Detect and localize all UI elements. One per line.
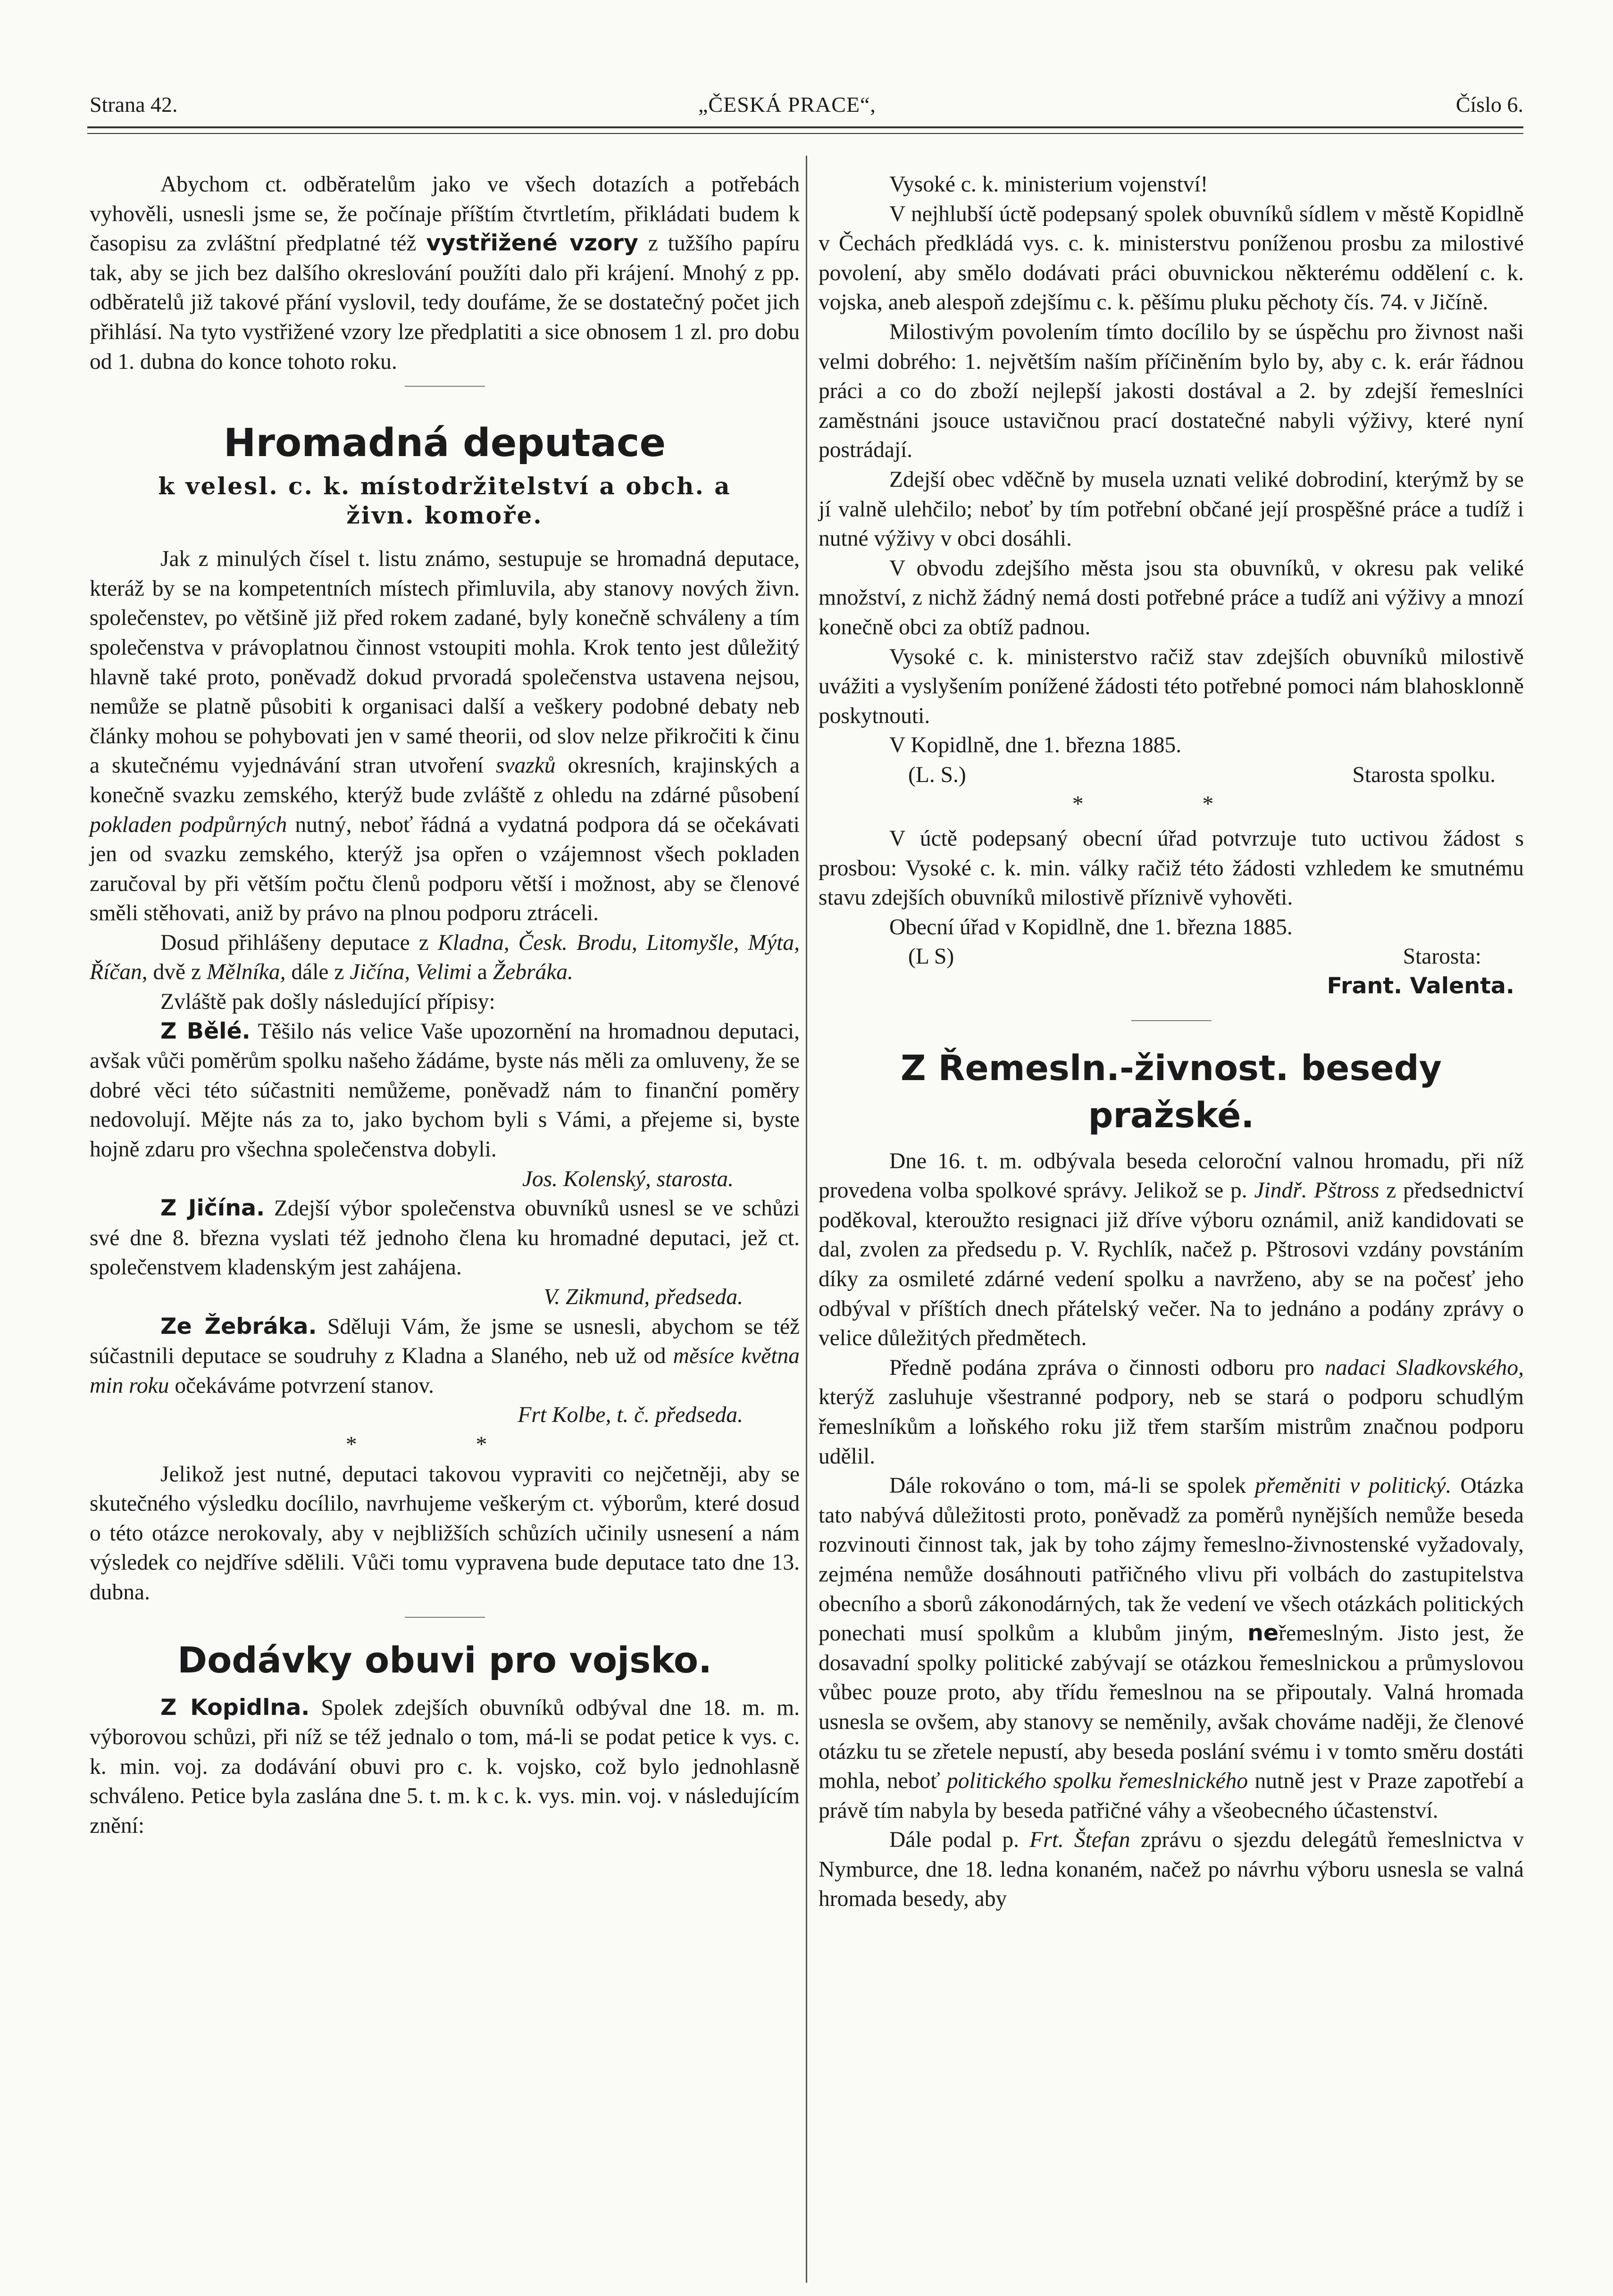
- deputace-subheading-2: živn. komoře.: [346, 501, 543, 530]
- kopidlno-paragraph: Z Kopidlna. Spolek zdejších obuvníků odbýval dne 18. m. m. výborovou schůzi, při níž se též jednalo o tom, má-li se podat petice k vys. c. k. min. voj. za dodávání obuvi pro c. k. vojsko, což bylo jednohlasně schváleno. Petice byla zaslána dne 5. t. m. k c. k. vys. min. voj. v následujícím znění:: [90, 1694, 800, 1838]
- petition-paragraph-5: Vysoké c. k. ministerstvo račiž stav zdejších obuvníků milostivě uvážiti a vyslyšením ponížené žádosti této potřebné pomoci nám blahosklonně poskytnouti.: [819, 644, 1524, 728]
- petition-date: V Kopidlně, dne 1. března 1885.: [889, 733, 1182, 758]
- letter-jicin: Z Jičína. Zdejší výbor společenstva obuvníků usnesl se ve schůzi své dne 8. března vyslati též jednoho člena ku hromadné deputaci, jež ct. společenstvem kladenským jest zahájena.: [90, 1195, 800, 1280]
- petition-paragraph-3: Zdejší obec vděčně by musela uznati veliké dobrodiní, kterýmž by se jí valně ulehčilo; neboť by tím potřební občané její prospěšné práce a tudíž i nutné výživy v obci dosáhli.: [819, 467, 1524, 551]
- beseda-paragraph-2: Předně podána zpráva o činnosti odboru pro nadaci Sladkovského, kterýž zasluhuje všestranné podpory, neb se stará o podporu schudlým řemeslníkům a loňského roku již třem starším mistrům značnou podporu udělil.: [819, 1355, 1524, 1469]
- letter-bele-heading: Z Bělé.: [160, 1018, 251, 1044]
- obec-seal: (L S): [908, 944, 954, 969]
- issue-number: Číslo 6.: [1455, 92, 1523, 116]
- deputace-subheading-1: k velesl. c. k. místodržitelství a obch. a: [158, 472, 731, 500]
- separator-stars: * *: [1072, 792, 1270, 817]
- beseda-heading: Z Řemesln.-živnost. besedy pražské.: [901, 1048, 1442, 1136]
- obec-signature-row: [819, 942, 1524, 972]
- section-divider: [405, 386, 485, 387]
- intro-highlight: vystřižené vzory: [426, 230, 638, 257]
- beseda-paragraph-3: Dále rokováno o tom, má-li se spolek přeměniti v politický. Otázka tato nabývá důležitosti proto, poněvadž za poměrů nynějších nemůže beseda rozvinouti činnost tak, jak by toho zájmy řemeslno-živnostenské vyžadovaly, zejména nemůže dosáhnouti patřičného vlivu při volbách do zastupitelstva obecního a sborů zákonodárných, tak že vedení ve všech otázkách politických ponechati musí spolkům a klubům jiným, neřemeslným. Jisto jest, že dosavadní spolky politické zabývají se otázkou řemeslnickou a průmyslovou vůbec pouze proto, aby třídu řemeslnou na se připoutaly. Valná hromada usnesla se ovšem, aby stanovy se neměnily, avšak chováme naději, že členové otázku tu se zřetele nepustí, aby beseda poslání svému i v tomto směru dostáti mohla, neboť politického spolku řemeslnického nutně jest v Praze zapotřebí a právě tím nabyla by beseda patřičné váhy a všeobecného účastenství.: [819, 1473, 1524, 1823]
- petition-paragraph-4: V obvodu zdejšího města jsou sta obuvníků, v okresu pak veliké množství, z nichž žádný nemá dosti potřebné práce a tudíž ani výživy a mnozí konečně obci za obtíž padnou.: [819, 556, 1524, 640]
- letter-zebrak-heading: Ze Žebráka.: [160, 1313, 317, 1339]
- right-column: [819, 170, 1524, 1914]
- letter-bele: Z Bělé. Těšilo nás velice Vaše upozornění na hromadnou deputaci, avšak vůči poměrům spolku našeho žádáme, byste nás měli za omluveny, že se dobré věci této súčastniti nemůžeme, poněvadž nám to finanční poměry nedovolují. Mějte nás za to, jako bychom byli s Vámi, a přejeme si, byste hojně zdaru pro všechna společenstva dobyli.: [90, 1018, 800, 1162]
- masthead-title: „ČESKÁ PRACE“,: [698, 92, 876, 116]
- header-rule: [87, 126, 1523, 128]
- petition-address: Vysoké c. k. ministerium vojenství!: [889, 172, 1208, 197]
- section-divider: [405, 1617, 485, 1618]
- page-header: [90, 92, 1523, 125]
- deputace-closing: Jelikož jest nutné, deputaci takovou vypraviti co nejčetněji, aby se skutečného výsledku docílilo, navrhujeme veškerým ct. výborům, které dosud o této otázce nerokovaly, aby v nejbližších schůzích učinily usnesení a nám výsledek co nejdříve sdělili. Vůči tomu vypravena bude deputace tato dne 13. dubna.: [90, 1462, 800, 1605]
- petition-paragraph-1: V nejhlubší úctě podepsaný spolek obuvníků sídlem v městě Kopidlně v Čechách předkládá vys. c. k. ministerstvu poníženou prosbu za milostivé povolení, aby smělo dodávati práci obuvnickou některému oddělení c. k. vojska, aneb alespoň zdejšímu c. k. pěšímu pluku pěchoty čís. 74. v Jičíně.: [819, 201, 1524, 315]
- deputace-paragraph-2: Dosud přihlášeny deputace z Kladna, Česk. Brodu, Litomyšle, Mýta, Říčan, dvě z Mělníka, dále z Jičína, Velimi a Žebráka.: [90, 930, 800, 985]
- section-divider: [1131, 1020, 1212, 1021]
- letter-zebrak-signature: Frt Kolbe, t. č. předseda.: [518, 1403, 743, 1428]
- column-divider: [806, 156, 807, 2283]
- petition-signature-row: [819, 760, 1524, 790]
- obec-paragraph: V úctě podepsaný obecní úřad potvrzuje tuto uctivou žádost s prosbou: Vysoké c. k. min. války račiž této žádosti vzhledem ke smutnému stavu zdejších obuvníků milostivě příznivě vyhověti.: [819, 826, 1524, 910]
- separator-stars: * *: [345, 1432, 544, 1457]
- obuv-heading: Dodávky obuvi pro vojsko.: [177, 1639, 712, 1681]
- obec-signatory-title: Starosta:: [1403, 944, 1481, 969]
- beseda-paragraph-1: Dne 16. t. m. odbývala beseda celoroční valnou hromadu, při níž provedena volba spolkové správy. Jelikož se p. Jindř. Pštross z předsednictví poděkoval, kteroužto resignaci již dříve výboru oznámil, aniž kandidovati se dal, zvolen za předsedu p. V. Rychlík, načež p. Pštrosovi vzdány povstáním díky za osmileté zdárné vedení spolku a navrženo, aby se na počesť jeho odbýval v příštích dnech přátelský večer. Na to jednáno a podány zprávy o velice důležitých předmětech.: [819, 1148, 1524, 1351]
- deputace-paragraph-3: Zvláště pak došly následující přípisy:: [160, 990, 495, 1015]
- obec-signatory-name: Frant. Valenta.: [1327, 973, 1514, 999]
- letter-jicin-heading: Z Jičína.: [160, 1195, 265, 1222]
- deputace-paragraph-1: Jak z minulých čísel t. listu známo, sestupuje se hromadná deputace, kteráž by se na kompetentních místech přimluvila, aby stanovy nových živn. společenstev, po většině již před rokem zadané, byly konečně schváleny a tím společenstva v právoplatnou činnost vstoupiti mohla. Krok tento jest důležitý hlavně také proto, poněvadž dokud prvoradá společenstva ustavena nejsou, nemůže se platně působiti k organisaci další a veškery podobné debaty neb články mohou se pohybovati jen v samé theorii, od slov nelze přikročiti k činu a skutečnému vyjednávání stran utvoření svazků okresních, krajinských a konečně svazku zemského, kterýž bude zvláště z ohledu na zdárné působení pokladen podpůrných nutný, neboť řádná a vydatná podpora dá se očekávati jen od svazku zemského, kterýž jsa opřen o vzájemnost všech pokladen zaručoval by při větším počtu členů podporu větší i možnost, aby se členové směli stěhovati, aniž by právo na plnou podporu ztráceli.: [90, 547, 800, 926]
- intro-paragraph: Abychom ct. odběratelům jako ve všech dotazích a potřebách vyhověli, usnesli jsme se, že počínaje příštím čtvrtletím, přikládati budem k časopisu za zvláštní předplatné též vystřižené vzory z tužšího papíru tak, aby se jich bez dalšího okreslování použíti dalo při krájení. Mnohý z pp. odběratelů již takové přání vyslovil, tedy doufáme, že se dostatečný počet jich přihlásí. Na tyto vystřižené vzory lze předplatiti a sice obnosem 1 zl. pro dobu od 1. dubna do konce tohoto roku.: [90, 172, 800, 374]
- beseda-paragraph-4: Dále podal p. Frt. Štefan zprávu o sjezdu delegátů řemeslnictva v Nymburce, dne 18. ledna konaném, načež po návrhu výboru usnesla se valná hromada besedy, aby: [819, 1828, 1524, 1912]
- kopidlno-heading: Z Kopidlna.: [160, 1694, 310, 1721]
- letter-bele-signature: Jos. Kolenský, starosta.: [522, 1166, 734, 1191]
- header-rule-thin: [87, 133, 1523, 134]
- deputace-heading: Hromadná deputace: [223, 421, 666, 466]
- obec-date: Obecní úřad v Kopidlně, dne 1. března 1885.: [889, 915, 1293, 940]
- petition-paragraph-2: Milostivým povolením tímto docílilo by se úspěchu pro živnost naši velmi dobrého: 1. největším naším příčiněním bylo by, aby c. k. erár řádnou práci a co do zboží nejlepší jakosti dostával a 2. by zdejší řemeslníci zaměstnáni jsouce ustavičnou prací dostatečné nabyli výživy, které nyní postrádají.: [819, 319, 1524, 463]
- page-number: Strana 42.: [90, 92, 178, 116]
- left-column: [90, 170, 800, 1841]
- letter-zebrak: Ze Žebráka. Sděluji Vám, že jsme se usnesli, abychom se též súčastnili deputace se soudruhy z Kladna a Slaného, neb už od měsíce května min roku očekáváme potvrzení stanov.: [90, 1313, 800, 1398]
- petition-signatory: Starosta spolku.: [1352, 762, 1496, 787]
- petition-seal: (L. S.): [908, 762, 966, 787]
- letter-jicin-signature: V. Zikmund, předseda.: [543, 1285, 743, 1309]
